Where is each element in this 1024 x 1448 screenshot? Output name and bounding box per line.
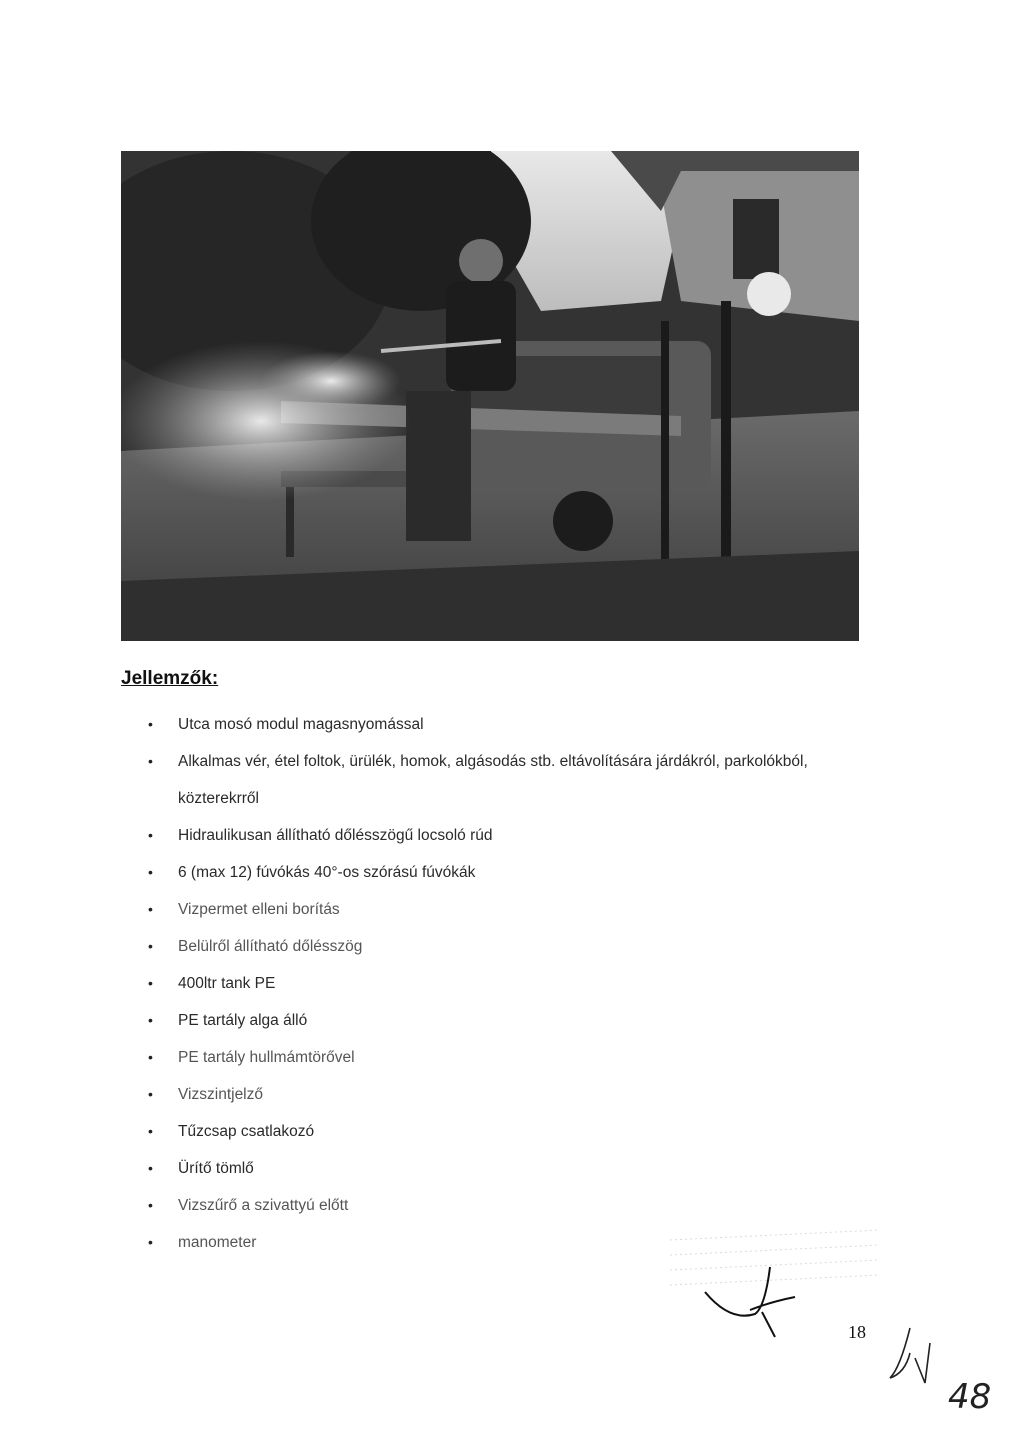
bullet-icon: •	[148, 1012, 153, 1028]
feature-text: PE tartály alga álló	[178, 1012, 308, 1029]
feature-text: Belülről állítható dőlésszög	[178, 938, 363, 955]
bullet-icon: •	[148, 1160, 153, 1176]
feature-text: manometer	[178, 1234, 257, 1251]
list-item	[148, 817, 888, 854]
feature-text: Hidraulikusan állítható dőlésszögű locsoló rúd	[178, 827, 493, 844]
bullet-icon: •	[148, 753, 153, 769]
list-item	[148, 928, 888, 965]
feature-text: 6 (max 12) fúvókás 40°-os szórású fúvókák	[178, 864, 476, 881]
bullet-icon: •	[148, 1197, 153, 1213]
feature-text: Tűzcsap csatlakozó	[178, 1123, 315, 1140]
bullet-icon: •	[148, 864, 153, 880]
list-item	[148, 743, 888, 817]
bullet-icon: •	[148, 716, 153, 732]
signature	[700, 1262, 810, 1342]
street-washing-photo	[121, 151, 859, 641]
list-item	[148, 1187, 888, 1224]
feature-text: Ürítő tömlő	[178, 1160, 254, 1177]
feature-text: PE tartály hullmámtörővel	[178, 1049, 355, 1066]
handwritten-number: 48	[948, 1377, 992, 1417]
handwritten-initials	[880, 1318, 1010, 1418]
feature-text: Vizszintjelző	[178, 1086, 264, 1103]
list-item	[148, 965, 888, 1002]
list-item	[148, 1113, 888, 1150]
bullet-icon: •	[148, 827, 153, 843]
list-item	[148, 891, 888, 928]
feature-text: Alkalmas vér, étel foltok, ürülék, homok, algásodás stb. eltávolítására járdákról, parkolókból, közterekrről	[178, 753, 808, 807]
features-heading: Jellemzők:	[121, 668, 219, 689]
feature-text: Vizpermet elleni borítás	[178, 901, 340, 918]
features-list	[148, 706, 888, 1261]
bullet-icon: •	[148, 1086, 153, 1102]
feature-text: Utca mosó modul magasnyomással	[178, 716, 424, 733]
feature-text: 400ltr tank PE	[178, 975, 276, 992]
bullet-icon: •	[148, 938, 153, 954]
feature-text: Vizszűrő a szivattyú előtt	[178, 1197, 349, 1214]
bullet-icon: •	[148, 975, 153, 991]
list-item	[148, 854, 888, 891]
bullet-icon: •	[148, 901, 153, 917]
list-item	[148, 1076, 888, 1113]
page-number: 18	[848, 1322, 866, 1342]
bullet-icon: •	[148, 1049, 153, 1065]
list-item	[148, 1002, 888, 1039]
list-item	[148, 1039, 888, 1076]
list-item	[148, 706, 888, 743]
bullet-icon: •	[148, 1234, 153, 1250]
list-item	[148, 1150, 888, 1187]
bullet-icon: •	[148, 1123, 153, 1139]
